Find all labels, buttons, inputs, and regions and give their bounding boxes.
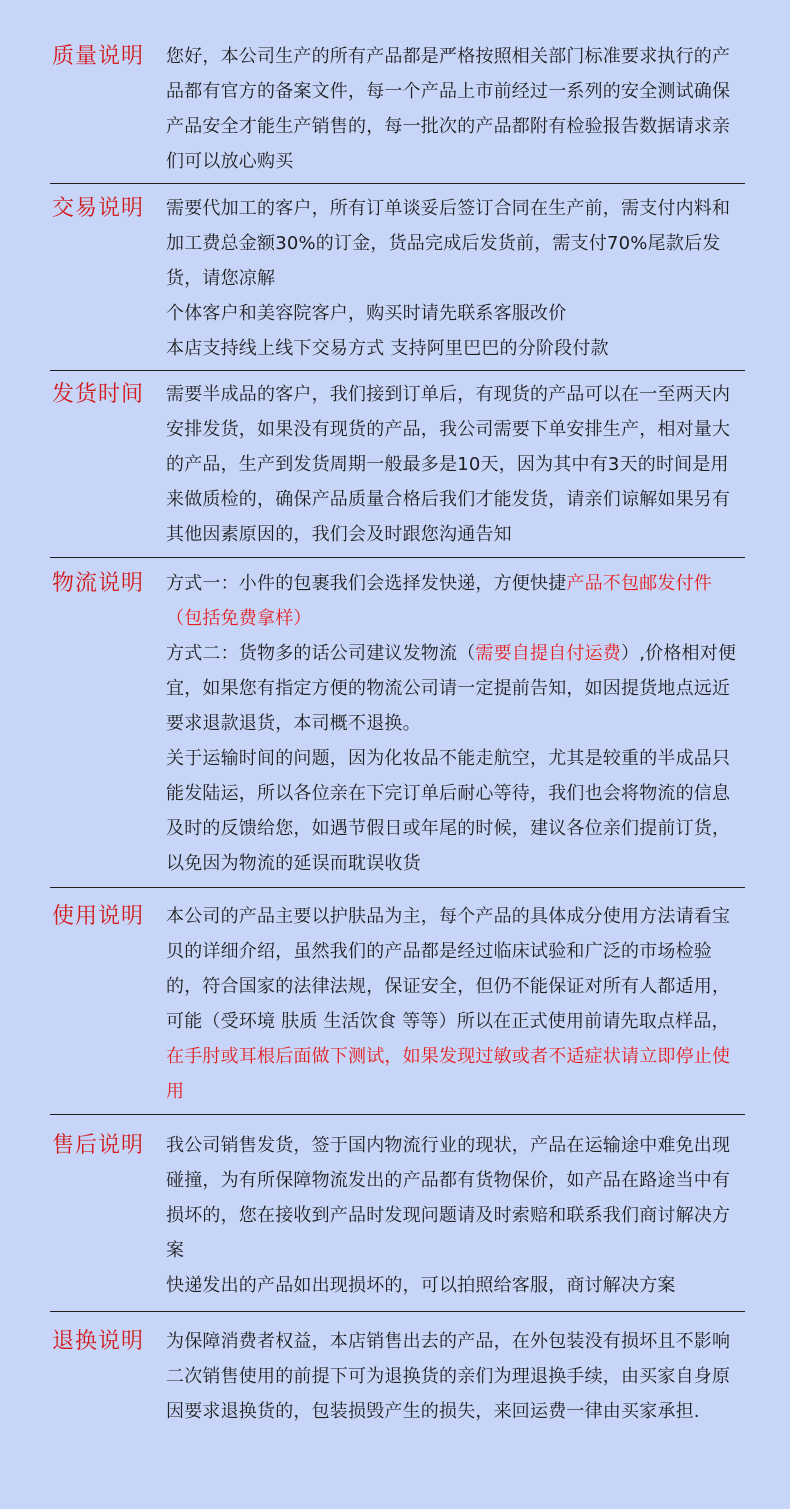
section-divider [50,1114,745,1115]
paragraph-text: 方式一：小件的包裹我们会选择发快递，方便快捷 [166,573,567,594]
section-divider [50,557,745,558]
section-title: 物流说明 [52,571,145,596]
section-paragraph [166,899,745,1109]
section-paragraph [166,636,745,741]
section-paragraph: 本店支持线上线下交易方式 支持阿里巴巴的分阶段付款 [166,338,609,359]
section-paragraph: 您好，本公司生产的所有产品都是严格按照相关部门标准要求执行的产品都有官方的备案文件，每一个产品上市前经过一系列的安全测试确保产品安全才能生产销售的，每一批次的产品都附有检验报告数据请求亲们可以放心购买 [166,46,731,172]
policy-section-shipping-time [50,377,745,552]
section-paragraph: 我公司销售发货，签于国内物流行业的现状，产品在运输途中难免出现碰撞，为有所保障物流发出的产品都有货物保价，如产品在路途当中有损坏的，您在接收到产品时发现问题请及时索赔和联系我们商讨解决方案 [166,1135,731,1261]
section-body [166,566,745,881]
section-divider [50,887,745,888]
section-paragraph: 快递发出的产品如出现损坏的，可以拍照给客服，商讨解决方案 [166,1275,676,1296]
policy-section-logistics [50,566,745,881]
section-paragraph: 为保障消费者权益，本店销售出去的产品，在外包装没有损坏且不影响二次销售使用的前提下可为退换货的亲们为理退换手续，由买家自身原因要求退换货的，包装损毁产生的损失，来回运费一律由买家承担. [166,1331,731,1422]
paragraph-text: 本公司的产品主要以护肤品为主，每个产品的具体成分使用方法请看宝贝的详细介绍，虽然我们的产品都是经过临床试验和广泛的市场检验的，符合国家的法律法规，保证安全，但仍不能保证对所有人都适用，可能（受环境 肤质 生活饮食 等等）所以在正式使用前请先取点样品， [166,906,731,1032]
section-paragraph: 关于运输时间的问题，因为化妆品不能走航空，尤其是较重的半成品只能发陆运，所以各位亲在下完订单后耐心等待，我们也会将物流的信息及时的反馈给您，如遇节假日或年尾的时候，建议各位亲们提前订货，以免因为物流的延误而耽误收货 [166,748,731,874]
policy-section-quality [50,39,745,179]
section-body [166,191,745,366]
section-body [166,377,745,552]
section-title: 发货时间 [52,382,145,407]
section-title: 使用说明 [52,904,145,929]
highlight-text: 在手肘或耳根后面做下测试，如果发现过敏或者不适症状请立即停止使用 [166,1046,731,1102]
paragraph-text: 方式二：货物多的话公司建议发物流（ [166,643,476,664]
section-paragraph: 需要代加工的客户，所有订单谈妥后签订合同在生产前，需支付内料和加工费总金额30%的订金，货品完成后发货前，需支付70%尾款后发货，请您凉解 [166,198,731,289]
section-title: 交易说明 [52,196,145,221]
section-divider [50,1311,745,1312]
section-divider [50,183,745,184]
highlight-text: 需要自提自付运费 [475,643,622,664]
section-body [166,1128,745,1303]
section-paragraph: 个体客户和美容院客户，购买时请先联系客服改价 [166,303,567,324]
policy-section-returns [50,1324,745,1464]
section-title: 售后说明 [52,1133,145,1158]
section-title: 退换说明 [52,1329,145,1354]
section-divider [50,370,745,371]
section-paragraph: 需要半成品的客户，我们接到订单后，有现货的产品可以在一至两天内安排发货，如果没有现货的产品，我公司需要下单安排生产，相对量大的产品，生产到发货周期一般最多是10天，因为其中有3天的时间是用来做质检的，确保产品质量合格后我们才能发货，请亲们谅解如果另有其他因素原因的，我们会及时跟您沟通告知 [166,384,731,545]
highlight-text: 产品不包邮发付件（包括免费拿样） [166,573,713,629]
paragraph-text-after: ）,价格相对便宜，如果您有指定方便的物流公司请一定提前告知，如因提货地点远近要求退款退货，本司概不退换。 [166,643,737,734]
policy-section-usage [50,899,745,1109]
section-body [166,899,745,1109]
section-body [166,1324,745,1429]
policy-section-after-sales [50,1128,745,1303]
section-body [166,39,745,179]
section-title: 质量说明 [52,44,145,69]
policy-section-transaction [50,191,745,366]
section-paragraph [166,566,745,636]
